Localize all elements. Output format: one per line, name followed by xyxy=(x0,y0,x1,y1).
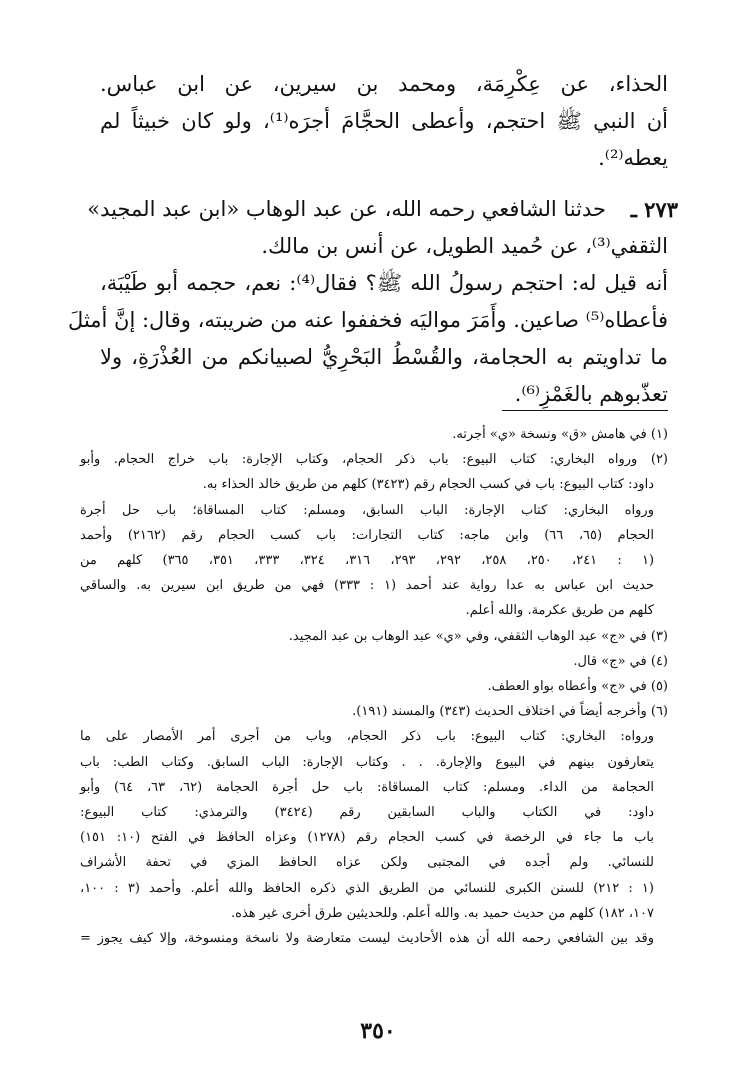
text-line: أن النبي ﷺ احتجم، وأعطى الحجَّامَ أجرَه⁽¹⁾، ولو كان خبيثاً لم xyxy=(100,109,669,133)
footnote-line: وقد بين الشافعي رحمه الله أن هذه الأحاديث ليست متعارضة ولا ناسخة ومنسوخة، وإلا كيف يجوز = xyxy=(80,931,654,947)
footnote-line: (٣) في «ج» عبد الوهاب الثقفي، وفي «ي» عبد الوهاب بن عبد المجيد. xyxy=(288,628,668,644)
hadith-273 xyxy=(68,191,678,413)
text-line: الحذاء، عن عِكْرِمَة، ومحمد بن سيرين، عن ابن عباس. xyxy=(100,72,668,96)
footnote-line: ورواه: البخاري: كتاب البيوع: باب ذكر الحجام، وباب من أجرى أمر الأمصار على ما xyxy=(80,729,654,745)
footnote-line: ورواه البخاري: كتاب الإجارة: الباب السابق، ومسلم: كتاب المساقاة؛ باب حل أجرة xyxy=(80,502,654,518)
text-line: حدثنا الشافعي رحمه الله، عن عبد الوهاب «ابن عبد المجيد» xyxy=(87,197,606,221)
main-text xyxy=(68,66,678,413)
text-line: يعطه⁽²⁾. xyxy=(598,146,668,170)
text-line: ما تداويتم به الحجامة، والقُسْطُ البَحْرِيُّ لصبيانكم من العُذْرَةِ، ولا xyxy=(100,345,668,369)
footnote-line: (١ : ٢٤١، ٢٥٠، ٢٥٨، ٢٩٢، ٢٩٣، ٣١٦، ٣٢٤، ٣٣٣، ٣٥١، ٣٦٥) كلهم من xyxy=(80,553,655,569)
footnote-line: (٦) وأخرجه أيضاً في اختلاف الحديث (٣٤٣) والمسند (١٩١). xyxy=(352,704,668,720)
text-line: تعذّبوهم بالغَمْزِ⁽⁶⁾. xyxy=(514,382,668,406)
footnote-line: باب ما جاء في الرخصة في كسب الحجام رقم (١٢٧٨) وعزاه الحافظ في الفتح (١٠: ١٥١) xyxy=(80,830,654,846)
footnote-line: للنسائي. ولم أجده في المجتبى ولكن عزاه الحافظ المزي في تحفة الأشراف xyxy=(80,855,654,871)
footnote-line: (٤) في «ج» قال. xyxy=(573,653,668,669)
text-line: أنه قيل له: احتجم رسولُ الله ﷺ؟ فقال⁽⁴⁾: نعم، حجمه أبو طَيْبَة، xyxy=(100,271,668,295)
text-line: الثقفي⁽³⁾، عن حُميد الطويل، عن أنس بن مالك. xyxy=(261,234,668,258)
footnote-line: (٢) ورواه البخاري: كتاب البيوع: باب ذكر الحجام، وكتاب الإجارة: باب خراج الحجام. وأبو xyxy=(80,452,668,468)
hadith-first-line xyxy=(87,191,678,228)
footnote-line: يتعارفون بينهم في البيوع والإجارة. . . وكتاب الإجارة: الباب السابق. وكتاب الطب: باب xyxy=(80,754,654,770)
footnote-line: (١) في هامش «ق» ونسخة «ي» أجرته. xyxy=(452,427,668,442)
hadith-number: ٢٧٣ ـ xyxy=(630,197,678,222)
footnotes xyxy=(80,422,668,951)
footnote-line: (١ : ٢١٢) للسنن الكبرى للنسائي من الطريق الذي ذكره الحافظ والله أعلم. وأحمد (٣ : ١٠٠، xyxy=(80,880,654,896)
footnote-line: داود: كتاب البيوع: باب في كسب الحجام رقم (٣٤٢٣) كلهم من طريق خالد الحذاء به. xyxy=(202,477,654,493)
footnote-line: (٥) في «ج» وأعطاه بواو العطف. xyxy=(487,679,668,695)
footnote-line: كلهم من طريق عكرمة. والله أعلم. xyxy=(465,603,654,619)
footnote-line: داود: في الكتاب والباب السابقين رقم (٣٤٢٤) والترمذي: كتاب البيوع: xyxy=(80,805,655,821)
footnote-separator xyxy=(502,410,668,411)
page-number: ٣٥٠ xyxy=(360,1018,396,1044)
text-line: فأعطاه⁽⁵⁾ صاعين. وأَمَرَ مواليَه فخففوا عنه من ضريبته، وقال: إنَّ أمثلَ xyxy=(68,308,668,332)
footnote-line: حديث ابن عباس به عدا رواية عند أحمد (١ : ٣٣٣) فهي من طريق ابن سيرين به. والساقي xyxy=(80,578,654,594)
footnote-line: الحجام (٦٥، ٦٦) وابن ماجه: كتاب التجارات: باب كسب الحجام رقم (٢١٦٢) وأحمد xyxy=(80,527,654,543)
footnote-line: ١٠٧، ١٨٢) كلهم من حديث حميد به. والله أعلم. وللحديثين طرق أخرى غير هذه. xyxy=(231,905,654,921)
footnote-line: الحجامة من الداء. ومسلم: كتاب المساقاة: باب حل أجرة الحجامة (٦٢، ٦٣، ٦٤) وأبو xyxy=(80,779,655,795)
